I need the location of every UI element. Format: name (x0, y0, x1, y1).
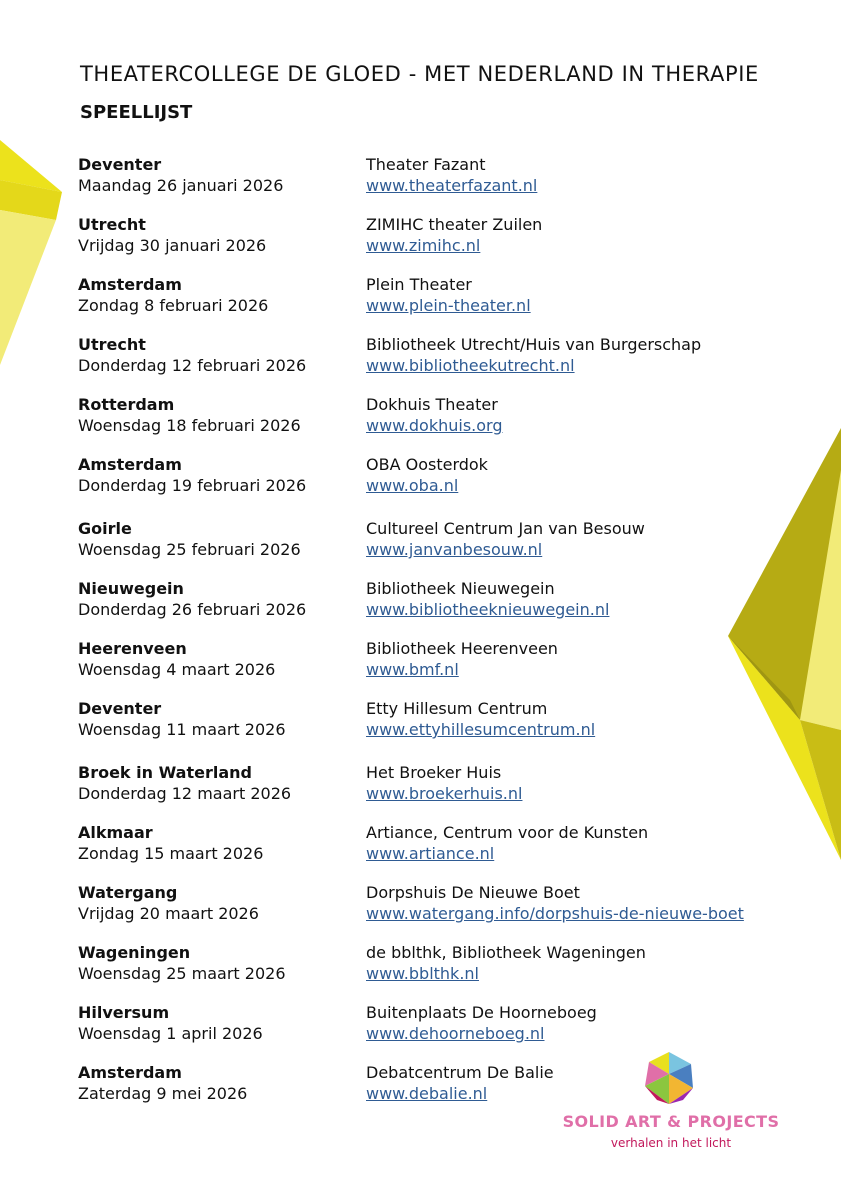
entry-link[interactable]: www.dehoorneboeg.nl (366, 1024, 545, 1043)
entry-link[interactable]: www.oba.nl (366, 476, 459, 495)
entry-link[interactable]: www.plein-theater.nl (366, 296, 531, 315)
schedule-entry (78, 762, 778, 822)
schedule-entry (78, 638, 778, 698)
page-subtitle: SPEELLIJST (80, 102, 193, 123)
entry-date: Woensdag 18 februari 2026 (78, 416, 301, 435)
schedule-entry (78, 518, 778, 578)
entry-venue: Debatcentrum De Balie (366, 1063, 554, 1082)
entry-link[interactable]: www.zimihc.nl (366, 236, 481, 255)
left-crystal (0, 140, 62, 365)
entry-date: Donderdag 26 februari 2026 (78, 600, 307, 619)
entry-venue: Het Broeker Huis (366, 763, 502, 782)
entry-city: Deventer (78, 155, 162, 174)
entry-date: Donderdag 12 maart 2026 (78, 784, 292, 803)
entry-city: Rotterdam (78, 395, 175, 414)
entry-venue: Bibliotheek Nieuwegein (366, 579, 555, 598)
entry-city: Goirle (78, 519, 132, 538)
entry-date: Zondag 8 februari 2026 (78, 296, 269, 315)
entry-link[interactable]: www.debalie.nl (366, 1084, 488, 1103)
entry-link[interactable]: www.ettyhillesumcentrum.nl (366, 720, 596, 739)
entry-date: Woensdag 25 februari 2026 (78, 540, 301, 559)
entry-link[interactable]: www.theaterfazant.nl (366, 176, 538, 195)
schedule-list (78, 154, 778, 1122)
entry-venue: Artiance, Centrum voor de Kunsten (366, 823, 649, 842)
entry-link[interactable]: www.bmf.nl (366, 660, 459, 679)
schedule-entry (78, 578, 778, 638)
entry-city: Heerenveen (78, 639, 187, 658)
entry-venue: Dokhuis Theater (366, 395, 498, 414)
entry-venue: Plein Theater (366, 275, 472, 294)
schedule-entry (78, 454, 778, 518)
polyhedron-logo-icon (641, 1050, 697, 1106)
schedule-entry (78, 822, 778, 882)
schedule-entry (78, 882, 778, 942)
entry-link[interactable]: www.bblthk.nl (366, 964, 479, 983)
entry-city: Utrecht (78, 335, 146, 354)
schedule-entry (78, 154, 778, 214)
entry-city: Amsterdam (78, 455, 182, 474)
entry-venue: Theater Fazant (366, 155, 486, 174)
entry-venue: Dorpshuis De Nieuwe Boet (366, 883, 580, 902)
schedule-entry (78, 274, 778, 334)
entry-link[interactable]: www.bibliotheeknieuwegein.nl (366, 600, 610, 619)
schedule-entry (78, 214, 778, 274)
schedule-entry (78, 942, 778, 1002)
entry-date: Woensdag 25 maart 2026 (78, 964, 286, 983)
entry-city: Hilversum (78, 1003, 170, 1022)
entry-venue: Buitenplaats De Hoorneboeg (366, 1003, 597, 1022)
entry-city: Alkmaar (78, 823, 153, 842)
entry-venue: OBA Oosterdok (366, 455, 488, 474)
entry-date: Vrijdag 20 maart 2026 (78, 904, 259, 923)
entry-link[interactable]: www.janvanbesouw.nl (366, 540, 543, 559)
entry-link[interactable]: www.bibliotheekutrecht.nl (366, 356, 575, 375)
entry-date: Maandag 26 januari 2026 (78, 176, 284, 195)
entry-link[interactable]: www.watergang.info/dorpshuis-de-nieuwe-boet (366, 904, 744, 923)
entry-city: Watergang (78, 883, 178, 902)
entry-date: Zaterdag 9 mei 2026 (78, 1084, 248, 1103)
entry-city: Nieuwegein (78, 579, 184, 598)
entry-date: Woensdag 1 april 2026 (78, 1024, 263, 1043)
schedule-entry (78, 698, 778, 762)
entry-date: Zondag 15 maart 2026 (78, 844, 264, 863)
schedule-entry (78, 334, 778, 394)
entry-venue: de bblthk, Bibliotheek Wageningen (366, 943, 646, 962)
entry-link[interactable]: www.artiance.nl (366, 844, 495, 863)
entry-date: Donderdag 19 februari 2026 (78, 476, 307, 495)
entry-city: Amsterdam (78, 1063, 182, 1082)
brand-tagline: verhalen in het licht (610, 1136, 732, 1150)
entry-venue: Bibliotheek Heerenveen (366, 639, 558, 658)
entry-city: Deventer (78, 699, 162, 718)
entry-date: Vrijdag 30 januari 2026 (78, 236, 267, 255)
entry-venue: ZIMIHC theater Zuilen (366, 215, 543, 234)
schedule-entry (78, 394, 778, 454)
entry-link[interactable]: www.broekerhuis.nl (366, 784, 523, 803)
entry-venue: Bibliotheek Utrecht/Huis van Burgerschap (366, 335, 702, 354)
page-title: THEATERCOLLEGE DE GLOED - MET NEDERLAND IN THERAPIE (80, 62, 759, 86)
entry-date: Woensdag 4 maart 2026 (78, 660, 276, 679)
brand-name: SOLID ART & PROJECTS (562, 1112, 780, 1131)
entry-venue: Etty Hillesum Centrum (366, 699, 548, 718)
entry-date: Donderdag 12 februari 2026 (78, 356, 307, 375)
entry-city: Utrecht (78, 215, 146, 234)
entry-city: Broek in Waterland (78, 763, 252, 782)
entry-date: Woensdag 11 maart 2026 (78, 720, 286, 739)
entry-link[interactable]: www.dokhuis.org (366, 416, 503, 435)
entry-city: Amsterdam (78, 275, 182, 294)
entry-city: Wageningen (78, 943, 191, 962)
entry-venue: Cultureel Centrum Jan van Besouw (366, 519, 645, 538)
